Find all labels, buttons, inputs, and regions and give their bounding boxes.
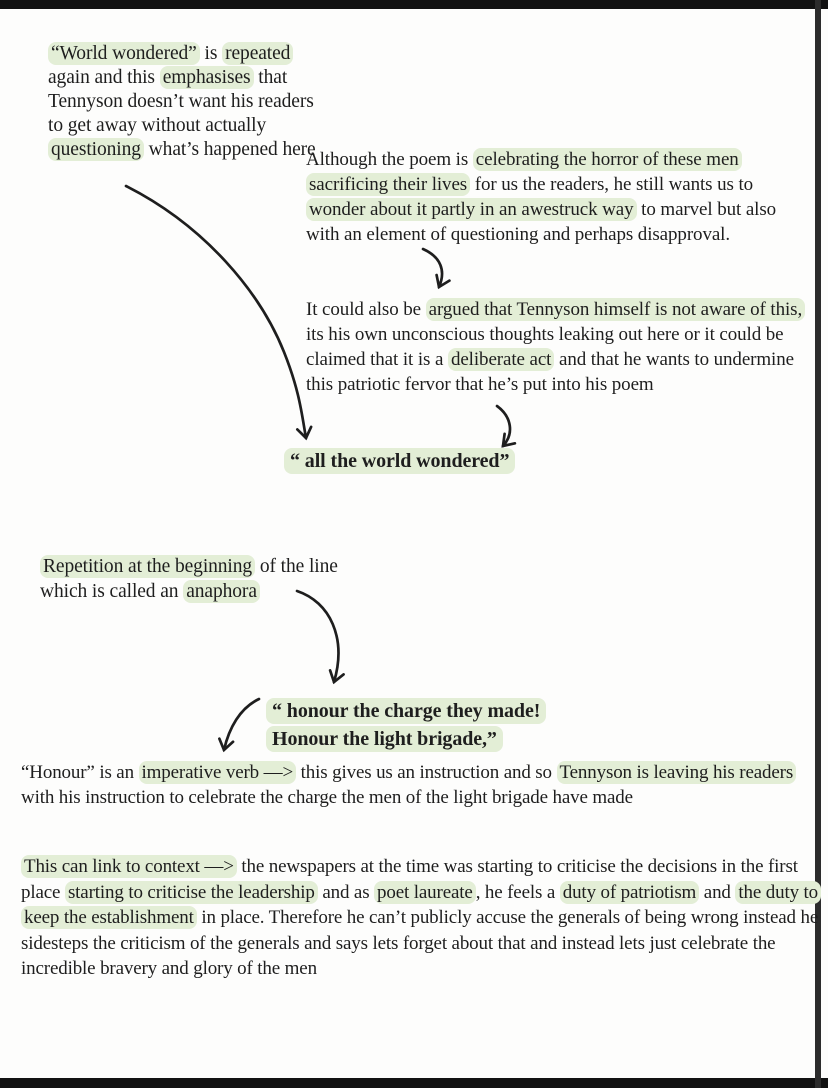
quote-honour-line1: “ honour the charge they made!	[266, 698, 546, 724]
quote-all-the-world-wondered	[284, 450, 515, 473]
top-border	[0, 0, 828, 9]
arrow-poem-to-world-wondered-quote	[497, 406, 510, 446]
para-it-could-also-be-argued: It could also be argued that Tennyson himself is not aware of this, its his own unconscious thoughts leaking out here or it could be claimed that it is a deliberate act and that he wants to undermine this patriotic fervor that he’s put into his poem	[306, 297, 812, 397]
arrow-anaphora-to-honour-quote	[297, 591, 338, 682]
arrow-disapproval-to-next-para	[423, 249, 442, 287]
note-world-wondered-repeated: “World wondered” is repeated again and this emphasises that Tennyson doesn’t want his readers to get away without actually questioning what’s happened here	[48, 43, 316, 160]
quote-all-the-world-wondered-text: “ all the world wondered”	[284, 448, 515, 474]
para-honour-imperative-verb: “Honour” is an imperative verb —> this gives us an instruction and so Tennyson is leaving his readers with his instruction to celebrate the charge the men of the light brigade have made	[21, 760, 819, 810]
bottom-border	[0, 1078, 828, 1088]
note-anaphora: Repetition at the beginning of the line which is called an anaphora	[40, 556, 338, 602]
arrow-note-to-world-wondered-quote	[126, 186, 306, 438]
para-although-the-poem: Although the poem is celebrating the horror of these men sacrificing their lives for us the readers, he still wants us to wonder about it partly in an awestruck way to marvel but also with an element of questioning and perhaps disapproval.	[306, 149, 777, 245]
arrow-honour-quote-to-para	[224, 699, 259, 750]
quote-honour-the-charge	[266, 697, 546, 753]
quote-honour-line2: Honour the light brigade,”	[266, 726, 503, 752]
para-link-to-context: This can link to context —> the newspapers at the time was starting to criticise the decisions in the first place starting to criticise the leadership and as poet laureate , he feels a duty of patriotism and the duty to keep the establishment in place. Therefore he can’t publicly accuse the generals of being wrong instead he sidesteps the criticism of the generals and says lets forget about that and instead lets just celebrate the incredible bravery and glory of the men	[21, 854, 821, 982]
